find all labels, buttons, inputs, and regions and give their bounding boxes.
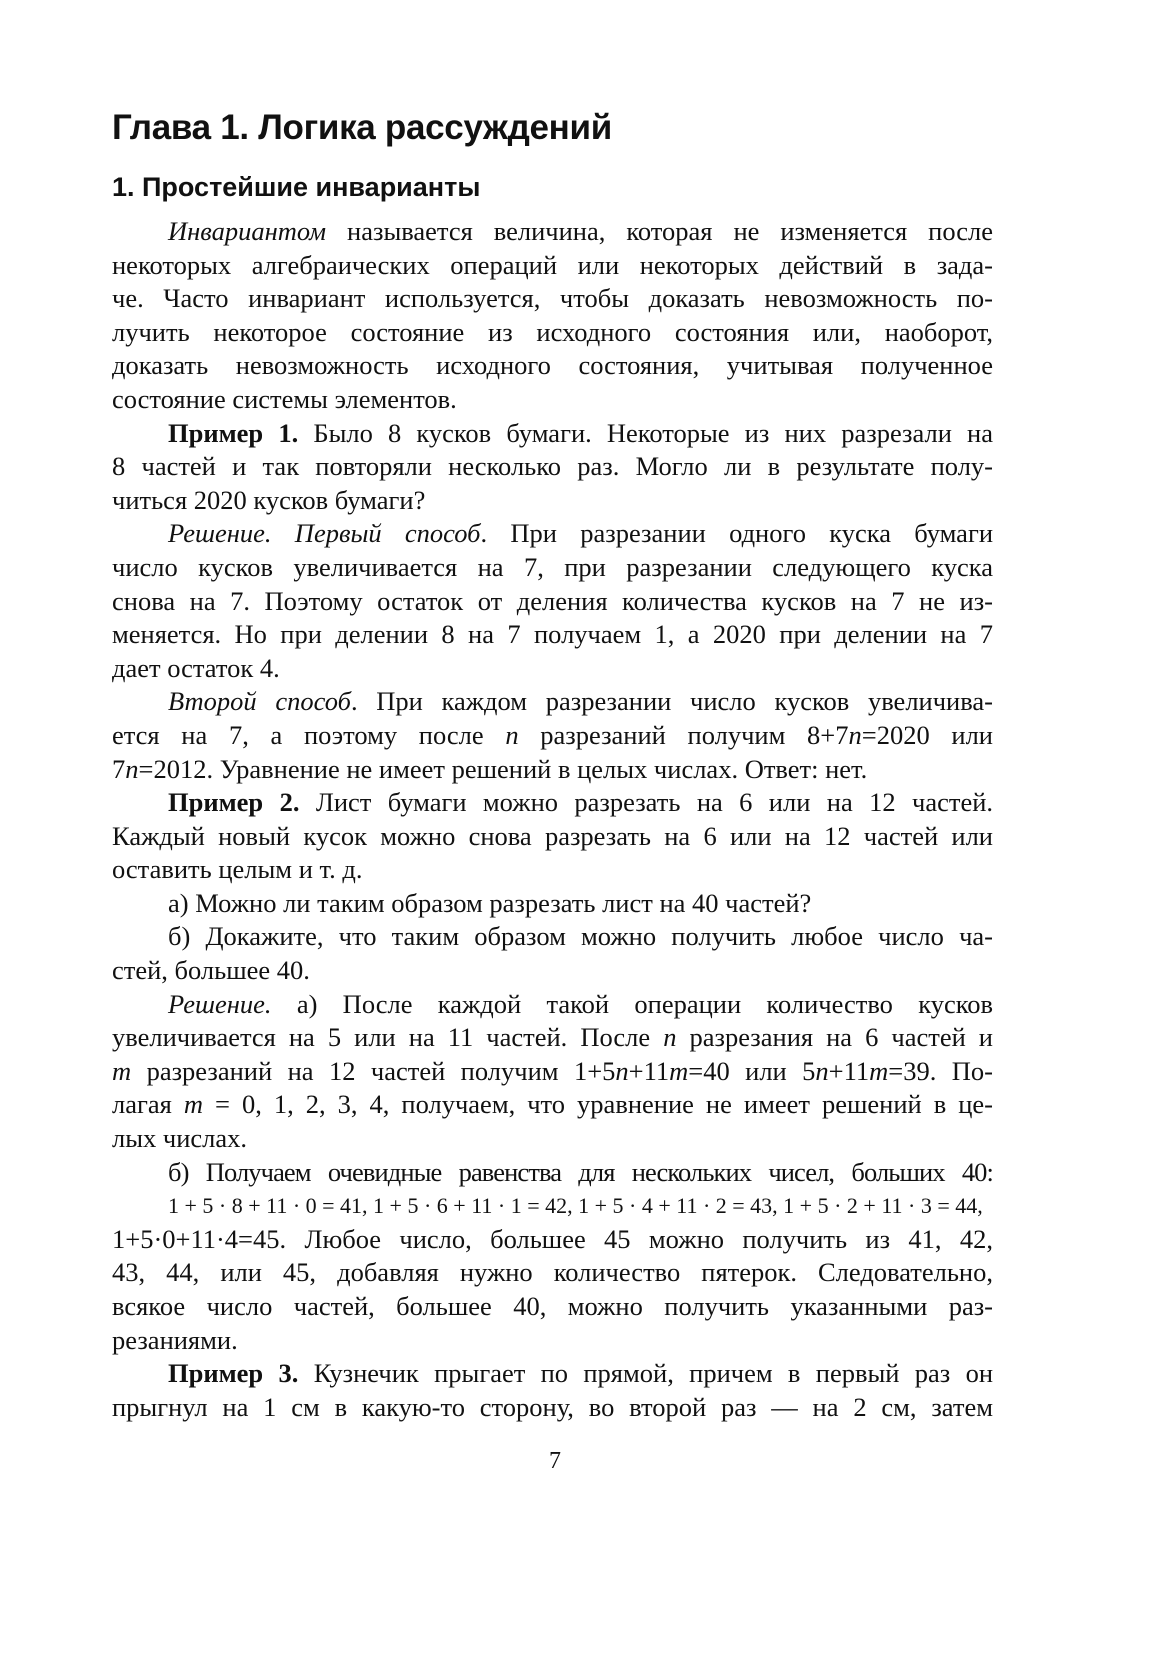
text-line (112, 1324, 993, 1358)
text-line (112, 1088, 993, 1122)
text-segment: 1+5·0+11·4=45. Любое число, большее 45 можно получить из 41, 42, (112, 1223, 993, 1254)
text-line (112, 920, 993, 954)
math-variable: n (815, 1055, 829, 1086)
chapter-title: Глава 1. Логика рассуждений (112, 108, 612, 147)
text-line (112, 1122, 993, 1156)
text-segment: . При разрезании одного куска бумаги (480, 518, 993, 549)
text-segment: снова на 7. Поэтому остаток от деления количества кусков на 7 не из- (112, 585, 993, 616)
math-variable: n (848, 719, 862, 750)
text-line (112, 1189, 993, 1223)
text-segment: называется величина, которая не изменяется после (326, 216, 993, 246)
text-segment: число кусков увеличивается на 7, при разрезании следующего куска (112, 551, 993, 582)
math-variable: n (505, 719, 519, 750)
text-line (112, 618, 993, 652)
bold-text: Пример 1. (168, 417, 299, 448)
text-segment: резаниями. (112, 1324, 238, 1355)
text-line (112, 249, 993, 283)
text-line (112, 988, 993, 1022)
bold-text: Пример 3. (168, 1358, 299, 1389)
text-segment: =40 или 5 (688, 1055, 816, 1086)
text-segment: дает остаток 4. (112, 652, 280, 683)
text-line (112, 954, 993, 988)
text-segment: Кузнечик прыгает по прямой, причем в первый раз он (298, 1358, 994, 1389)
page-number: 7 (549, 1448, 561, 1474)
text-segment: 43, 44, или 45, добавляя нужно количество пятерок. Следовательно, (112, 1257, 993, 1288)
text-segment: =2020 или (861, 719, 993, 750)
math-variable: m (183, 1089, 203, 1120)
italic-text: Решение. Первый способ (168, 518, 481, 549)
text-line (112, 1256, 993, 1290)
math-variable: m (669, 1055, 689, 1086)
text-segment: лагая (112, 1089, 184, 1120)
text-segment: б) Докажите, что таким образом можно получить любое число ча- (168, 921, 993, 952)
text-line (112, 349, 993, 383)
text-line (112, 1357, 993, 1391)
text-segment: а) Можно ли таким образом разрезать лист на 40 частей? (168, 887, 812, 918)
text-line (112, 853, 993, 887)
text-segment: всякое число частей, большее 40, можно получить указанными раз- (112, 1291, 993, 1321)
text-segment: Было 8 кусков бумаги. Некоторые из них разрезали на (298, 417, 994, 448)
text-line (112, 786, 993, 820)
italic-text: Решение. (168, 988, 272, 1019)
body-text (112, 215, 993, 1424)
text-segment: разрезаний получим 8+7 (518, 719, 849, 750)
text-segment: стей, большее 40. (112, 955, 310, 986)
text-line (112, 1021, 993, 1055)
text-segment: = 0, 1, 2, 3, 4, получаем, что уравнение не имеет решений в це- (202, 1089, 993, 1120)
math-variable: m (869, 1055, 889, 1086)
text-line (112, 517, 993, 551)
text-line (112, 417, 993, 451)
text-segment: =2012. Уравнение не имеет решений в целых числах. Ответ: нет. (138, 753, 868, 784)
text-line (112, 1223, 993, 1257)
text-line (112, 652, 993, 686)
text-segment: ется на 7, а поэтому после (112, 719, 506, 750)
text-segment: =39. По- (888, 1055, 993, 1086)
text-segment: 8 частей и так повторяли несколько раз. Могло ли в результате полу- (112, 451, 993, 482)
math-variable: m (112, 1055, 132, 1086)
text-line (112, 383, 993, 417)
text-segment: 7 (112, 753, 126, 784)
text-line (112, 215, 993, 249)
text-line (112, 887, 993, 921)
text-segment: лучить некоторое состояние из исходного состояния или, наоборот, (112, 316, 993, 347)
text-segment: разрезания на 6 частей и (676, 1022, 993, 1053)
text-line (112, 551, 993, 585)
text-segment: а) После каждой такой операции количество кусков (271, 988, 993, 1019)
text-line (112, 1156, 993, 1190)
text-line (112, 585, 993, 619)
math-variable: n (615, 1055, 629, 1086)
text-segment: +11 (628, 1055, 670, 1086)
text-line (112, 282, 993, 316)
text-line (112, 753, 993, 787)
text-segment: разрезаний на 12 частей получим 1+5 (131, 1055, 616, 1086)
text-line (112, 1055, 993, 1089)
math-variable: n (125, 753, 139, 784)
text-segment: . При каждом разрезании число кусков увеличива- (350, 686, 993, 717)
text-segment: меняется. Но при делении 8 на 7 получаем 1, а 2020 при делении на 7 (112, 619, 993, 650)
italic-text: Инвариантом (168, 216, 327, 246)
italic-text: Второй способ (168, 686, 351, 717)
text-line (112, 316, 993, 350)
text-segment: че. Часто инвариант используется, чтобы доказать невозможность по- (112, 283, 993, 314)
text-segment: прыгнул на 1 см в какую-то сторону, во второй раз — на 2 см, затем (112, 1391, 993, 1422)
text-segment: состояние системы элементов. (112, 383, 457, 414)
text-line (112, 1391, 993, 1425)
section-title: 1. Простейшие инварианты (112, 172, 481, 202)
text-segment: доказать невозможность исходного состояния, учитывая полученное (112, 350, 993, 381)
text-line (112, 450, 993, 484)
text-segment: читься 2020 кусков бумаги? (112, 484, 426, 515)
text-segment: б) Получаем очевидные равенства для нескольких чисел, больших 40: (168, 1156, 993, 1187)
math-variable: n (663, 1022, 677, 1053)
text-segment: лых числах. (112, 1123, 248, 1154)
text-segment: 1 + 5 · 8 + 11 · 0 = 41, 1 + 5 · 6 + 11 · 1 = 42, 1 + 5 · 4 + 11 · 2 = 43, 1 + 5 · 2 + 11 · 3 = 44, (168, 1193, 983, 1219)
text-segment: оставить целым и т. д. (112, 854, 363, 885)
text-segment: Лист бумаги можно разрезать на 6 или на 12 частей. (299, 787, 994, 818)
text-line (112, 820, 993, 854)
text-line (112, 685, 993, 719)
text-segment: увеличивается на 5 или на 11 частей. После (112, 1022, 664, 1053)
text-line (112, 719, 993, 753)
text-segment: +11 (828, 1055, 870, 1086)
text-line (112, 1290, 993, 1324)
text-line (112, 484, 993, 518)
bold-text: Пример 2. (168, 787, 300, 818)
text-segment: Каждый новый кусок можно снова разрезать на 6 или на 12 частей или (112, 820, 993, 851)
text-segment: некоторых алгебраических операций или некоторых действий в зада- (112, 249, 993, 280)
